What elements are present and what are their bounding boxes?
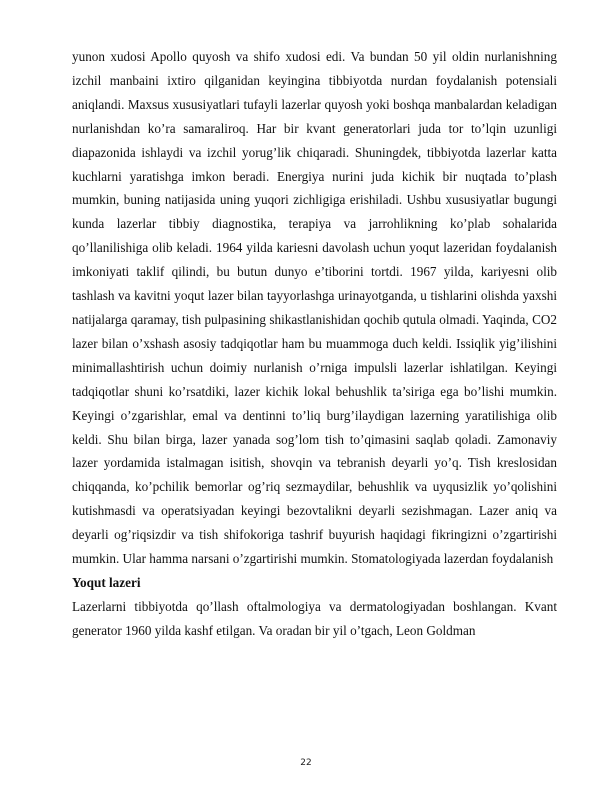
body-paragraph: yunon xudosi Apollo quyosh va shifo xudosi edi. Va bundan 50 yil oldin nurlanishning izchil manbaini ixtiro qilganidan keyingina tibbiyotda nurdan foydalanish potensiali aniqlandi. Maxsus xususiyatlari tufayli lazerlar quyosh yoki boshqa manbalardan keladigan nurlanishdan ko’ra samaraliroq. Har bir kvant generatorlari juda tor to’lqin uzunligi diapazonida ishlaydi va izchil yorug’lik chiqaradi. Shuningdek, tibbiyotda lazerlar katta kuchlarni yaratishga imkon beradi. Energiya nurini juda kichik bir nuqtada to’plash mumkin, buning natijasida uning yuqori zichligiga erishiladi. Ushbu xususiyatlar bugungi kunda lazerlar tibbiy diagnostika, terapiya va jarrohlikning ko’plab sohalarida qo’llanilishiga olib keladi. 1964 yilda kariesni davolash uchun yoqut lazeridan foydalanish imkoniyati taklif qilindi, bu butun dunyo e’tiborini tortdi. 1967 yilda, kariyesni olib tashlash va kavitni yoqut lazer bilan tayyorlashga urinayotganda, u tishlarini olishda yaxshi natijalarga qaramay, tish pulpasining shikastlanishidan qochib qutula olmadi. Yaqinda, CO2 lazer bilan o’xshash asosiy tadqiqotlar ham bu muammoga duch keldi. Issiqlik yig’ilishini minimallashtirish uchun doimiy nurlanish o’rniga impulsli lazerlar ishlatilgan. Keyingi tadqiqotlar shuni ko’rsatdiki, lazer kichik lokal behushlik ta’siriga ega bo’lishi mumkin. Keyingi o’zgarishlar, emal va dentinni to’liq burg’ilaydigan lazerning yaratilishiga olib keldi. Shu bilan birga, lazer yanada sog’lom tish to’qimasini saqlab qoladi. Zamonaviy lazer yordamida istalmagan isitish, shovqin va tebranish deyarli yo’q. Tish kreslosidan chiqqanda, ko’pchilik bemorlar og’riq sezmaydilar, behushlik va uyqusizlik yo’qolishini kutishmasdi va operatsiyadan keyingi bezovtalikni deyarli sezishmagan. Lazer aniq va deyarli og’riqsizdir va tish shifokoriga tashrif buyurish haqidagi fikringizni o’zgartirishi mumkin. Ular hamma narsani o’zgartirishi mumkin. Stomatologiyada lazerdan foydalanish bbox=[72, 49, 557, 567]
page-number: 22 bbox=[300, 758, 312, 768]
section-heading: Yoqut lazeri bbox=[72, 574, 141, 590]
document-page bbox=[72, 45, 557, 643]
body-paragraph-continued: Lazerlarni tibbiyotda qo’llash oftalmologiya va dermatologiyadan boshlangan. Kvant generator 1960 yilda kashf etilgan. Va oradan bir yil o’tgach, Leon Goldman bbox=[72, 598, 557, 638]
